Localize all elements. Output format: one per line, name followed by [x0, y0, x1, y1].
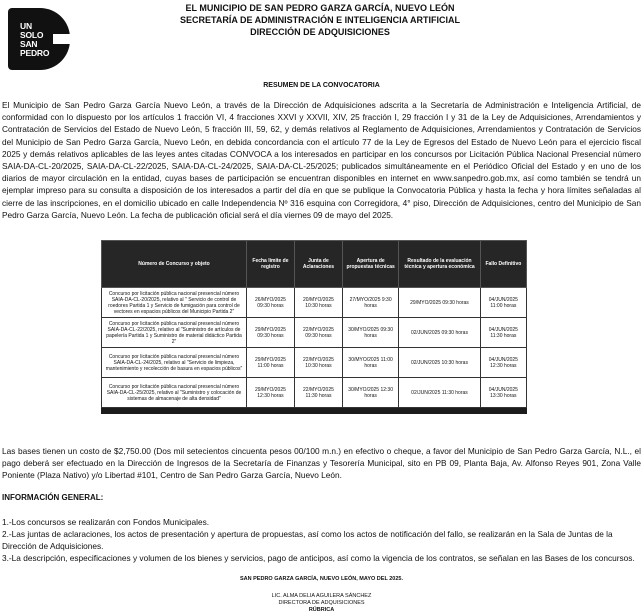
technical-opening: 30/MYO/2025 12:30 horas	[343, 378, 399, 408]
table-row	[102, 348, 527, 378]
clarification-meeting: 22/MYO/2025 09:30 horas	[294, 318, 342, 348]
municipal-logo	[8, 8, 70, 70]
header-direction: DIRECCIÓN DE ADQUISICIONES	[250, 27, 390, 37]
general-item-3: 3.-La descripción, especificaciones y volumen de los bienes y servicios, pago de anticipos, así como la vigencia de los contratos, se señalan en las Bases de los concursos.	[2, 553, 635, 563]
general-item-2: 2.-Las juntas de aclaraciones, los actos de presentación y apertura de propuestas, así como los actos de notificación del fallo, se realizarán en la Sala de Juntas de la Dirección de Adquisiciones.	[2, 529, 613, 551]
clarification-meeting: 22/MYO/2025 10:30 horas	[294, 348, 342, 378]
evaluation-result: 02/JUN/2025 09:30 horas	[399, 318, 480, 348]
general-item-1: 1.-Los concursos se realizarán con Fondos Municipales.	[2, 517, 210, 527]
final-ruling: 04/JUN/2025 13:30 horas	[480, 378, 526, 408]
tender-object: Concurso por licitación pública nacional presencial número SAIA-DA-CL-20/2025, relativo al " Servicio de control de roedores Partida 1 y Servicio de fumigación para control de vectores en espacios públicos del Municipio Partida 2"	[102, 288, 247, 318]
intro-paragraph: El Municipio de San Pedro Garza García Nuevo León, a través de la Dirección de Adquisiciones adscrita a la Secretaría de Administración e Inteligencia Artificial, de conformidad con lo dispuesto por los artículos 1 fracción VI, 4 fracciones XXVI y XXVII, XIV, 25 fracción I, 29 fracción I y 31 de la Ley de Adquisiciones, Arrendamientos y Contratación de Servicios del Estado de Nuevo León, 5 fracción III, 59, 62, y demás relativos al Reglamento de Adquisiciones, Arrendamientos y Contratación de Servicios del Municipio de San Pedro Garza García, Nuevo León, en debida concordancia con el artículo 77 de la Ley de Egresos del Estado de Nuevo León para el ejercicio fiscal 2025 y demás relativos aplicables de las leyes antes citadas CONVOCA a los interesados en participar en los concursos por Licitación Pública Nacional Presencial número SAIA-DA-CL-20/2025, SAIA-DA-CL-22/2025, SAIA-DA-CL-24/2025, SAIA-DA-CL-25/2025; publicados simultáneamente en el Periódico Oficial del Estado y en uno de los diarios de mayor circulación en la entidad, cuyas bases de participación se encuentran disponibles en internet en www.sanpedro.gob.mx, así como también se tendrá un ejemplar impreso para su consulta a disposición de los interesados a partir del día en que se publique la Convocatoria Pública y hasta la fecha y hora límites señaladas al cierre de las inscripciones, en el domicilio ubicado en calle Independencia Nº 316 esquina con Corregidora, 4° piso, Dirección de Adquisiciones, centro del Municipio de San Pedro Garza García, Nuevo León. La fecha de publicación oficial será el día viernes 09 de mayo del 2025.	[2, 100, 641, 220]
clarification-meeting: 22/MYO/2025 11:30 horas	[294, 378, 342, 408]
registration-deadline: 29/MYO/2025 12:30 horas	[247, 378, 295, 408]
table-row	[102, 318, 527, 348]
technical-opening: 30/MYO/2025 11:00 horas	[343, 348, 399, 378]
evaluation-result: 29/MYO/2025 09:30 horas	[399, 288, 480, 318]
signature-position: DIRECTORA DE ADQUISICIONES	[278, 600, 365, 606]
evaluation-result: 02/JUN/2025 11:30 horas	[399, 378, 480, 408]
evaluation-result: 02/JUN/2025 10:30 horas	[399, 348, 480, 378]
signature-place-date: SAN PEDRO GARZA GARCÍA, NUEVO LEÓN, MAYO DEL 2025.	[240, 576, 403, 582]
technical-opening: 27/MYO/2025 9:30 horas	[343, 288, 399, 318]
column-header: Fecha límite de registro	[247, 241, 295, 288]
tenders-table	[101, 240, 527, 408]
tender-object: Concurso por licitación pública nacional presencial número SAIA-DA-CL-25/2025, relativo al "Suministro y colocación de sistemas de almacenaje de alta densidad"	[102, 378, 247, 408]
final-ruling: 04/JUN/2025 11:00 horas	[480, 288, 526, 318]
registration-deadline: 26/MYO/2025 09:30 horas	[247, 288, 295, 318]
column-header: Resultado de la evaluación técnica y apertura económica	[399, 241, 480, 288]
final-ruling: 04/JUN/2025 12:30 horas	[480, 348, 526, 378]
table-footer-bar	[101, 408, 527, 414]
table-row	[102, 378, 527, 408]
registration-deadline: 29/MYO/2025 11:00 horas	[247, 348, 295, 378]
signature-name: LIC. ALMA DELIA AGUILERA SÁNCHEZ	[271, 593, 372, 599]
technical-opening: 30/MYO/2025 09:30 horas	[343, 318, 399, 348]
table-header-row	[102, 241, 527, 288]
column-header: Junta de Aclaraciones	[294, 241, 342, 288]
table-row	[102, 288, 527, 318]
document-title: RESUMEN DE LA CONVOCATORIA	[263, 82, 380, 89]
column-header: Fallo Definitivo	[480, 241, 526, 288]
general-info-heading: INFORMACIÓN GENERAL:	[2, 493, 104, 502]
column-header: Apertura de propuestas técnicas	[343, 241, 399, 288]
final-ruling: 04/JUN/2025 11:30 horas	[480, 318, 526, 348]
logo-text: UN SOLO SAN PEDRO	[20, 21, 50, 58]
header-secretariat: SECRETARÍA DE ADMINISTRACIÓN E INTELIGENCIA ARTIFICIAL	[180, 15, 460, 25]
tender-object: Concurso por licitación pública nacional presencial número SAIA-DA-CL-22/2025, relativo al "Suministro de artículos de papelería Partida 1 y Suministro de material didáctico Partida 2"	[102, 318, 247, 348]
tender-object: Concurso por licitación pública nacional presencial número SAIA-DA-CL-24/2025, relativo al "Servicio de limpieza, mantenimiento y recolección de basura en espacios públicos"	[102, 348, 247, 378]
column-header: Número de Concurso y objeto	[102, 241, 247, 288]
bases-paragraph: Las bases tienen un costo de $2,750.00 (Dos mil setecientos cincuenta pesos 00/100 m.n.) en efectivo o cheque, a favor del Municipio de San Pedro Garza García, N.L., el pago deberá ser efectuado en la Dirección de Ingresos de la Secretaría de Finanzas y Tesorería Municipal, sito en PB 09, Planta Baja, Av. Alfonso Reyes 901, Zona Valle Poniente (Plaza Nativo) y/o Libertad #101, Centro de San Pedro Garza García, Nuevo León.	[2, 446, 641, 481]
signature-note: RÚBRICA	[308, 607, 335, 613]
registration-deadline: 29/MYO/2025 09:30 horas	[247, 318, 295, 348]
header-municipality: EL MUNICIPIO DE SAN PEDRO GARZA GARCÍA, NUEVO LEÓN	[185, 3, 455, 13]
clarification-meeting: 20/MYO/2025 10:30 horas	[294, 288, 342, 318]
